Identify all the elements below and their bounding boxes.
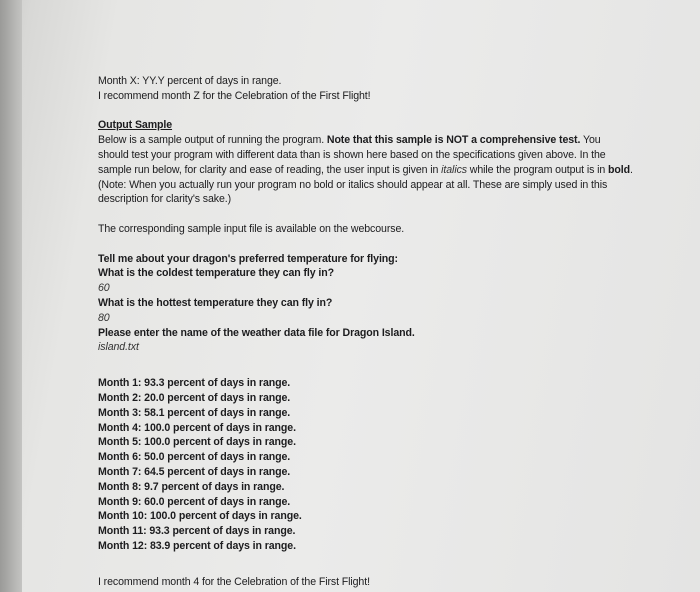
- prompt-intro: Tell me about your dragon's preferred temperature for flying:: [98, 252, 398, 265]
- input-file: island.txt: [98, 341, 139, 354]
- para-text: Below is a sample output of running the program.: [98, 134, 327, 147]
- para-text: . (Note: When you actually run your program no bold or italics should appear at all. These are simply used in this description for clarity's sake.): [98, 163, 633, 206]
- month-line: Month 8: 9.7 percent of days in range.: [98, 480, 285, 493]
- month-line: Month 5: 100.0 percent of days in range.: [98, 436, 296, 449]
- description-paragraph: [98, 133, 633, 207]
- month-line: Month 6: 50.0 percent of days in range.: [98, 451, 291, 464]
- format-line-2: I recommend month Z for the Celebration of the First Flight!: [98, 89, 371, 102]
- input-hot: 80: [98, 311, 110, 324]
- month-line: Month 7: 64.5 percent of days in range.: [98, 465, 291, 478]
- prompt-cold: What is the coldest temperature they can fly in?: [98, 267, 334, 280]
- recommendation: I recommend month 4 for the Celebration of the First Flight!: [98, 575, 370, 588]
- month-line: Month 4: 100.0 percent of days in range.: [98, 421, 296, 434]
- month-line: Month 9: 60.0 percent of days in range.: [98, 495, 291, 508]
- para-bold-word: bold: [608, 163, 631, 176]
- month-line: Month 10: 100.0 percent of days in range.: [98, 510, 302, 523]
- sample-run: [98, 252, 638, 590]
- para-bold-note: Note that this sample is NOT a comprehensive test.: [326, 134, 581, 147]
- photo-edge: [0, 0, 22, 592]
- month-line: Month 12: 83.9 percent of days in range.: [98, 539, 296, 552]
- document-page: [98, 74, 638, 590]
- prompt-hot: What is the hottest temperature they can fly in?: [98, 296, 333, 309]
- month-line: Month 2: 20.0 percent of days in range.: [98, 391, 291, 404]
- month-line: Month 3: 58.1 percent of days in range.: [98, 406, 291, 419]
- section-heading: Output Sample: [98, 119, 173, 132]
- format-line-1: Month X: YY.Y percent of days in range.: [98, 75, 282, 87]
- prompt-file: Please enter the name of the weather data file for Dragon Island.: [98, 326, 415, 339]
- para-italics-word: italics: [441, 163, 467, 176]
- input-cold: 60: [98, 282, 110, 295]
- month-line: Month 11: 93.3 percent of days in range.: [98, 525, 296, 538]
- para-text: You should test your program with different data than is shown here based on the specifications given above. In the sample run below, for clarity and ease of reading, the user input is given in: [98, 134, 606, 176]
- month-line: Month 1: 93.3 percent of days in range.: [98, 377, 291, 390]
- para-text: while the program output is in: [466, 163, 609, 176]
- input-file-note: The corresponding sample input file is available on the webcourse.: [98, 222, 405, 235]
